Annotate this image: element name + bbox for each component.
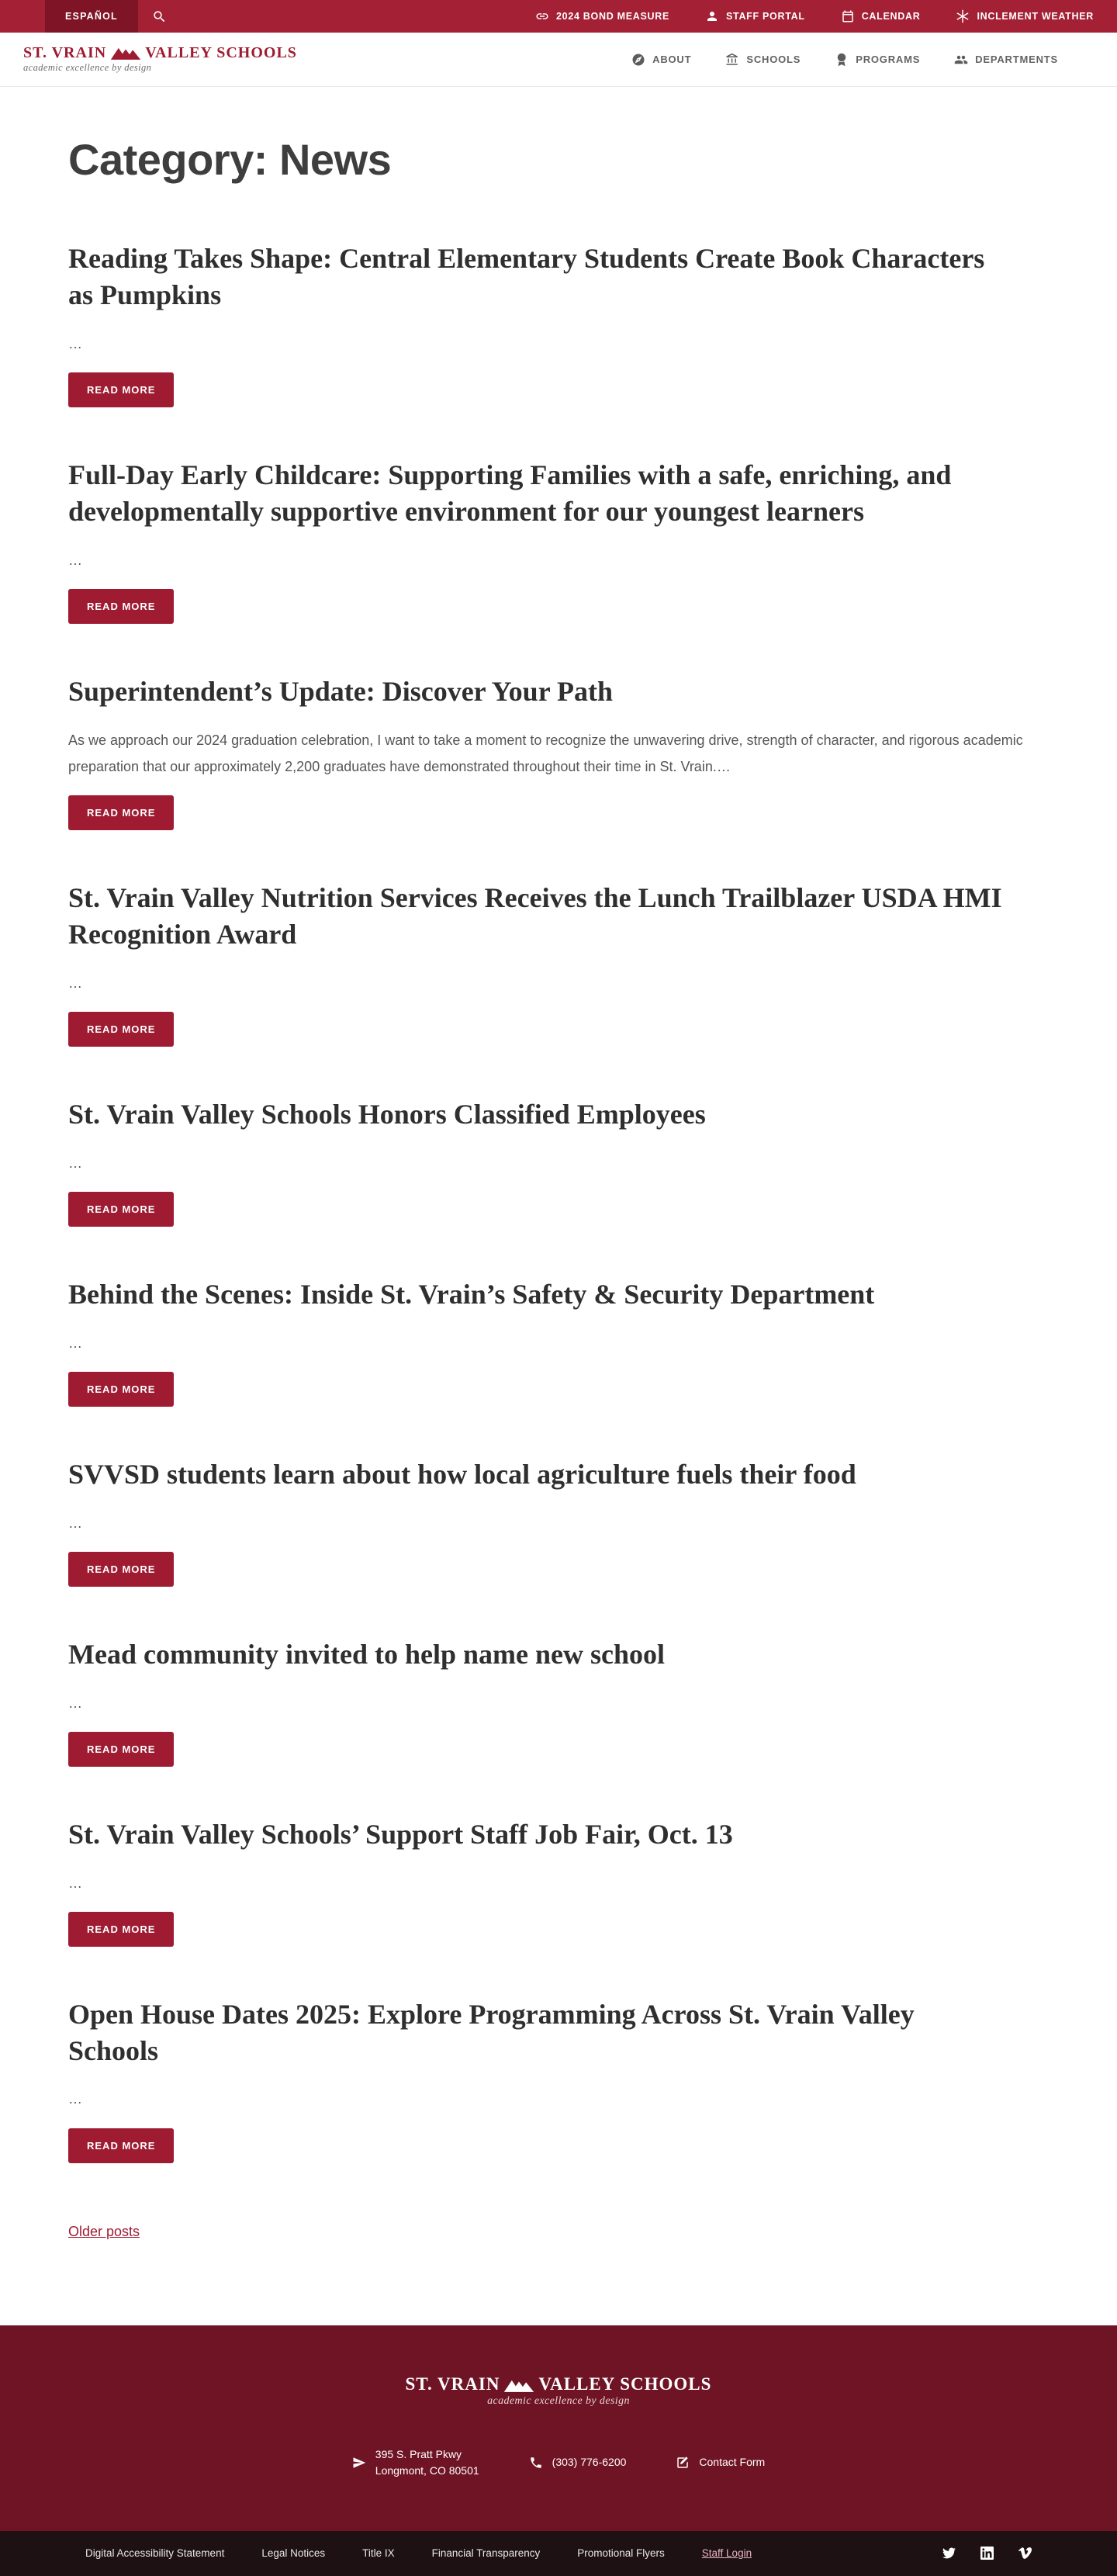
nav-item-about[interactable] — [631, 53, 691, 67]
linkedin-icon[interactable] — [980, 2547, 994, 2560]
espanol-button[interactable]: ESPAÑOL — [45, 0, 138, 33]
footer-phone-number: (303) 776-6200 — [552, 2456, 627, 2469]
search-icon — [152, 9, 167, 24]
article-excerpt: … — [68, 335, 82, 351]
main-content — [0, 87, 1117, 2325]
logo-wordmark — [23, 45, 297, 61]
phone-icon — [529, 2456, 543, 2470]
nav-item-schools[interactable] — [725, 53, 801, 67]
vimeo-icon[interactable] — [1018, 2547, 1032, 2560]
article-excerpt: … — [68, 1155, 82, 1171]
footer-logo-wordmark — [406, 2375, 712, 2393]
footer-phone[interactable] — [529, 2454, 627, 2471]
article-excerpt: … — [68, 1515, 82, 1531]
news-article — [68, 457, 1032, 624]
nav-item-label: DEPARTMENTS — [975, 54, 1058, 65]
footer-bottom-bar — [0, 2531, 1117, 2576]
logo-text-right: VALLEY SCHOOLS — [538, 2373, 712, 2394]
footer-link-promotional-flyers[interactable]: Promotional Flyers — [577, 2547, 665, 2560]
topbar-links — [535, 0, 1094, 33]
news-article — [68, 1096, 1032, 1227]
people-icon — [954, 53, 968, 67]
nav-item-programs[interactable] — [835, 53, 920, 67]
news-article — [68, 1276, 1032, 1407]
edit-icon — [676, 2456, 690, 2470]
footer-logo[interactable] — [0, 2375, 1117, 2408]
footer-logo-tagline: academic excellence by design — [487, 2394, 630, 2407]
article-excerpt: … — [68, 1695, 82, 1711]
footer-address — [352, 2446, 479, 2480]
article-title[interactable]: Reading Takes Shape: Central Elementary Students Create Book Characters as Pumpkins — [68, 243, 985, 311]
article-excerpt: … — [68, 1875, 82, 1891]
address-line-2: Longmont, CO 80501 — [375, 2464, 479, 2477]
footer-link-staff-login[interactable]: Staff Login — [701, 2547, 752, 2560]
news-article — [68, 1816, 1032, 1947]
article-title[interactable]: St. Vrain Valley Schools Honors Classified Employees — [68, 1098, 706, 1130]
location-arrow-icon — [352, 2456, 366, 2470]
snowflake-icon — [956, 9, 970, 23]
article-excerpt: … — [68, 2091, 82, 2107]
topbar-link-calendar[interactable] — [841, 9, 921, 23]
footer-contact-form-label: Contact Form — [699, 2456, 766, 2469]
news-article — [68, 673, 1032, 830]
news-article — [68, 1456, 1032, 1587]
compass-icon — [631, 53, 645, 67]
footer-link-financial-transparency[interactable]: Financial Transparency — [431, 2547, 541, 2560]
person-icon — [705, 9, 719, 23]
nav-item-label: ABOUT — [652, 54, 692, 65]
article-title[interactable]: Open House Dates 2025: Explore Programming Across St. Vrain Valley Schools — [68, 1998, 915, 2066]
older-posts-link[interactable]: Older posts — [68, 2223, 140, 2239]
link-icon — [535, 9, 549, 23]
topbar — [0, 0, 1117, 33]
footer-address-text — [375, 2446, 479, 2480]
logo-text-left: ST. VRAIN — [405, 2373, 500, 2394]
article-excerpt: … — [68, 975, 82, 991]
article-title[interactable]: Behind the Scenes: Inside St. Vrain’s Safety & Security Department — [68, 1278, 875, 1310]
read-more-button[interactable]: READ MORE — [68, 1732, 174, 1767]
logo-text-left: ST. VRAIN — [23, 43, 107, 61]
topbar-link-bond-measure[interactable] — [535, 9, 669, 23]
school-building-icon — [725, 53, 739, 67]
logo-text-right: VALLEY SCHOOLS — [145, 43, 297, 61]
topbar-link-staff-portal[interactable] — [705, 9, 805, 23]
read-more-button[interactable]: READ MORE — [68, 1552, 174, 1587]
article-title[interactable]: Full-Day Early Childcare: Supporting Families with a safe, enriching, and developmentally supportive environment for our youngest learners — [68, 459, 952, 527]
article-excerpt: … — [68, 1335, 82, 1351]
article-excerpt: As we approach our 2024 graduation celebration, I want to take a moment to recognize the unwavering drive, strength of character, and rigorous academic preparation that our approximately 2,200 graduates have demonstrated throughout their time in St. Vrain.… — [68, 732, 1023, 774]
read-more-button[interactable]: READ MORE — [68, 1912, 174, 1947]
news-article — [68, 241, 1032, 407]
read-more-button[interactable]: READ MORE — [68, 1012, 174, 1047]
article-excerpt: … — [68, 552, 82, 568]
footer-link-title-ix[interactable]: Title IX — [362, 2547, 395, 2560]
site-footer — [0, 2325, 1117, 2576]
footer-main — [0, 2325, 1117, 2531]
address-line-1: 395 S. Pratt Pkwy — [375, 2447, 462, 2460]
topbar-link-label: CALENDAR — [861, 11, 921, 22]
search-button[interactable] — [138, 0, 181, 33]
article-title[interactable]: St. Vrain Valley Nutrition Services Receives the Lunch Trailblazer USDA HMI Recognition Award — [68, 882, 1002, 950]
main-nav — [631, 53, 1058, 67]
calendar-icon — [841, 9, 855, 23]
nav-item-label: PROGRAMS — [856, 54, 921, 65]
topbar-link-label: INCLEMENT WEATHER — [977, 11, 1094, 22]
topbar-link-inclement-weather[interactable] — [956, 9, 1094, 23]
article-title[interactable]: Mead community invited to help name new school — [68, 1638, 665, 1670]
footer-links — [85, 2547, 752, 2559]
read-more-button[interactable]: READ MORE — [68, 795, 174, 830]
news-article — [68, 1636, 1032, 1767]
twitter-icon[interactable] — [942, 2547, 956, 2560]
news-article — [68, 880, 1032, 1047]
site-logo[interactable] — [23, 45, 297, 74]
footer-contact-form-link[interactable] — [676, 2454, 765, 2471]
article-title[interactable]: Superintendent’s Update: Discover Your Path — [68, 675, 614, 707]
read-more-button[interactable]: READ MORE — [68, 372, 174, 407]
article-title[interactable]: SVVSD students learn about how local agriculture fuels their food — [68, 1458, 856, 1490]
read-more-button[interactable]: READ MORE — [68, 1192, 174, 1227]
read-more-button[interactable]: READ MORE — [68, 2128, 174, 2163]
footer-link-accessibility[interactable]: Digital Accessibility Statement — [85, 2547, 225, 2560]
topbar-link-label: 2024 BOND MEASURE — [556, 11, 669, 22]
mountain-logo-icon — [503, 2378, 534, 2393]
news-article — [68, 1996, 1032, 2163]
read-more-button[interactable]: READ MORE — [68, 589, 174, 624]
page-title: Category: News — [68, 135, 392, 184]
site-header — [0, 0, 1117, 87]
topbar-link-label: STAFF PORTAL — [726, 11, 805, 22]
logo-tagline: academic excellence by design — [23, 61, 152, 73]
footer-contact — [0, 2446, 1117, 2480]
nav-item-label: SCHOOLS — [746, 54, 801, 65]
articles-list — [68, 241, 1032, 2162]
ribbon-icon — [835, 53, 849, 67]
footer-link-legal-notices[interactable]: Legal Notices — [261, 2547, 326, 2560]
article-title[interactable]: St. Vrain Valley Schools’ Support Staff Job Fair, Oct. 13 — [68, 1818, 733, 1850]
social-links — [942, 2547, 1032, 2560]
read-more-button[interactable]: READ MORE — [68, 1372, 174, 1407]
main-header — [0, 33, 1117, 87]
nav-item-departments[interactable] — [954, 53, 1058, 67]
mountain-logo-icon — [110, 46, 141, 61]
